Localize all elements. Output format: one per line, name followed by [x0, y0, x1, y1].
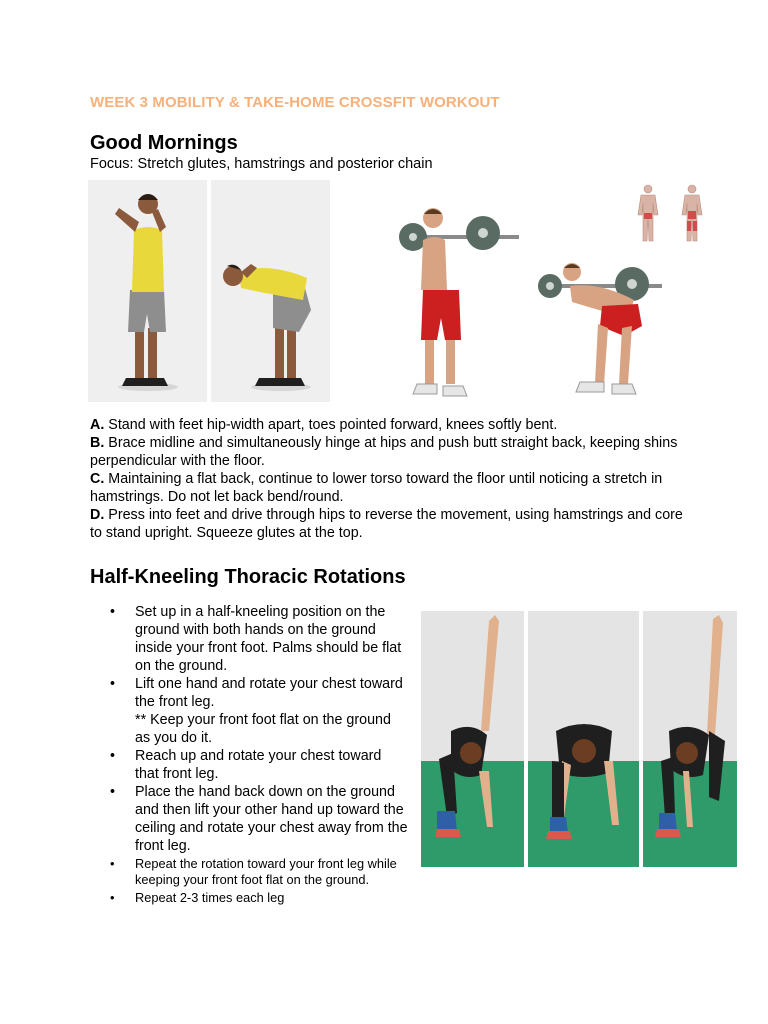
step-text: Maintaining a flat back, continue to lower torso toward the floor until noticing a stretch in hamstrings. Do not let back bend/round. [90, 471, 663, 505]
step-c [90, 470, 690, 506]
bullet: • [110, 748, 116, 764]
list-item [108, 747, 408, 783]
step-text: Stand with feet hip-width apart, toes pointed forward, knees softly bent. [108, 417, 558, 433]
step-letter: D. [90, 507, 105, 523]
thoracic-rotation-other-side-photo [643, 611, 737, 867]
list-item-text: Lift one hand and rotate your chest toward the front leg. [135, 676, 403, 710]
list-item-text: Set up in a half-kneeling position on the ground with both hands on the ground inside your front foot. Palms should be flat on the ground. [135, 604, 402, 674]
list-item-text: Repeat the rotation toward your front leg while keeping your front foot flat on the ground. [135, 856, 397, 888]
muscle-diagram-image [630, 183, 710, 249]
list-item-text: Place the hand back down on the ground and then lift your other hand up toward the ceiling and rotate your chest away from the front leg. [135, 784, 408, 854]
list-item [108, 856, 408, 889]
list-item [108, 675, 408, 747]
good-mornings-focus: Focus: Stretch glutes, hamstrings and posterior chain [90, 156, 433, 172]
step-letter: C. [90, 471, 105, 487]
list-item-text: Repeat 2-3 times each leg [135, 889, 285, 905]
bullet: • [110, 676, 116, 692]
good-morning-hinged-photo [211, 180, 330, 402]
step-text: Press into feet and drive through hips to reverse the movement, using hamstrings and core to stand upright. Squeeze glutes at the top. [90, 507, 683, 541]
document-header: WEEK 3 MOBILITY & TAKE-HOME CROSSFIT WORKOUT [90, 94, 500, 111]
step-d [90, 506, 690, 542]
bullet: • [110, 889, 115, 905]
good-mornings-title: Good Mornings [90, 132, 238, 154]
good-mornings-steps [90, 416, 690, 542]
thoracic-instructions-list [108, 603, 408, 906]
barbell-good-morning-standing-photo [395, 200, 523, 412]
thoracic-rotation-start-photo [528, 611, 639, 867]
thoracic-rotation-reach-photo [421, 611, 524, 867]
thoracic-rotations-title: Half-Kneeling Thoracic Rotations [90, 566, 406, 588]
good-morning-standing-photo [88, 180, 207, 402]
step-text: Brace midline and simultaneously hinge at hips and push butt straight back, keeping shins perpendicular with the floor. [90, 435, 678, 469]
step-b [90, 434, 690, 470]
list-item-text: Reach up and rotate your chest toward that front leg. [135, 748, 382, 782]
step-a [90, 416, 690, 434]
step-letter: B. [90, 435, 105, 451]
bullet: • [110, 784, 116, 800]
barbell-good-morning-hinged-photo [532, 258, 664, 412]
bullet: • [110, 604, 116, 620]
list-item [108, 890, 408, 906]
list-item-note: ** Keep your front foot flat on the ground as you do it. [135, 712, 391, 746]
step-letter: A. [90, 417, 105, 433]
bullet: • [110, 856, 115, 871]
list-item [108, 783, 408, 855]
list-item [108, 603, 408, 675]
